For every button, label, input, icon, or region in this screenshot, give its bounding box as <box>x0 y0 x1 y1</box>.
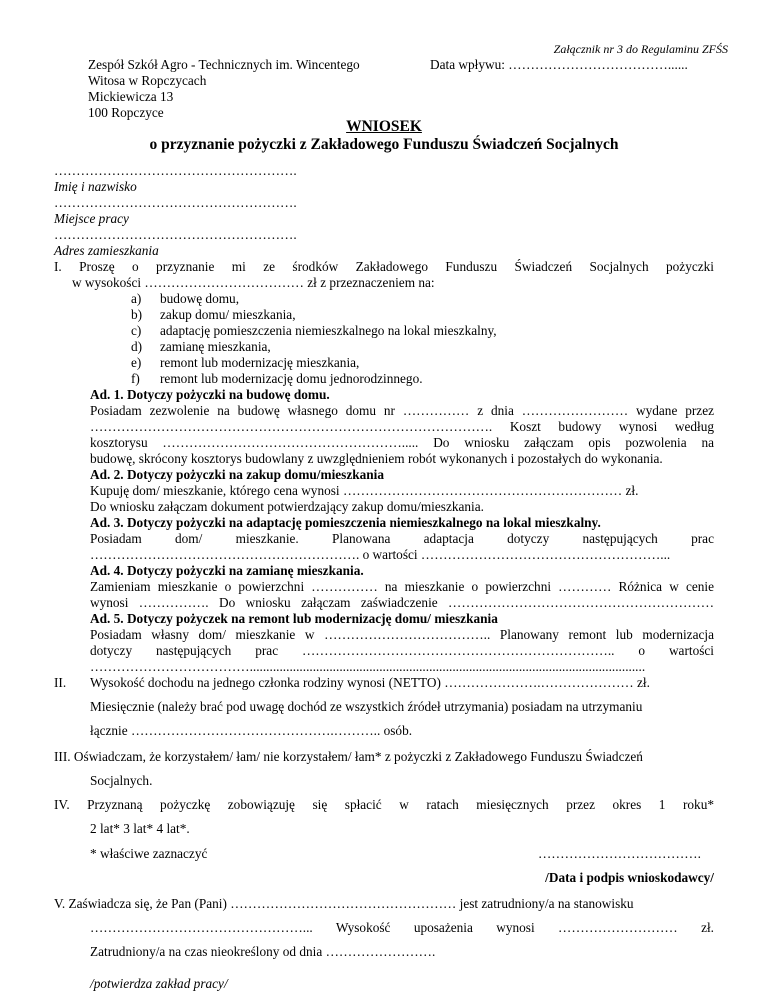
ad2-line1: Kupuję dom/ mieszkanie, którego cena wynosi ……………………………………………………… zł. <box>90 483 639 498</box>
address-label: Adres zamieszkania <box>54 243 159 258</box>
purpose-b-text: zakup domu/ mieszkania, <box>160 307 296 322</box>
name-dots: ………………………………………………. <box>54 163 297 178</box>
purpose-a-text: budowę domu, <box>160 291 240 306</box>
signature-label: /Data i podpis wnioskodawcy/ <box>545 870 714 885</box>
purpose-d-letter: d) <box>131 339 143 354</box>
address-dots: ………………………………………………. <box>54 227 297 242</box>
ad4-title: Ad. 4. Dotyczy pożyczki na zamianę mieszkania. <box>90 563 364 578</box>
ad2-title: Ad. 2. Dotyczy pożyczki na zakup domu/mieszkania <box>90 467 385 482</box>
section5-line1: V. Zaświadcza się, że Pan (Pani) …………………………………………… jest zatrudniony/a na stanowisku <box>54 896 634 911</box>
ad1-line2: ………………………………………………………………………………. Koszt budowy wynosi według <box>90 419 714 434</box>
purpose-e-letter: e) <box>131 355 142 370</box>
date-received: Data wpływu: ………………………………...... <box>430 57 688 72</box>
work-label: Miejsce pracy <box>54 211 129 226</box>
ad3-line2: ……………………………………………………. o wartości ………………………………………………... <box>90 547 671 562</box>
purpose-e-text: remont lub modernizację mieszkania, <box>160 355 360 370</box>
section1-intro-line2: w wysokości ……………………………… zł z przeznaczeniem na: <box>72 275 435 290</box>
section2-line3: łącznie ……………………………………….……….. osób. <box>90 723 413 738</box>
ad3-line1: Posiadam dom/ mieszkanie. Planowana adaptacja dotyczy następujących prac <box>90 531 714 546</box>
ad5-line2: dotyczy następujących prac …………………………………………………………….. o wartości <box>90 643 714 658</box>
annex-label: Załącznik nr 3 do Regulaminu ZFŚS <box>553 42 728 56</box>
section2-number: II. <box>54 675 67 690</box>
section3-line2: Socjalnych. <box>90 773 153 788</box>
ad5-line3: ………………………………....................................................................................................................... <box>90 659 646 674</box>
section5-line3: Zatrudniony/a na czas nieokreślony od dnia ……………………. <box>90 944 436 959</box>
purpose-b-letter: b) <box>131 307 143 322</box>
purpose-f-letter: f) <box>131 371 140 386</box>
ad3-title: Ad. 3. Dotyczy pożyczki na adaptację pomieszczenia niemieszkalnego na lokal mieszkalny. <box>90 515 601 530</box>
employer-confirmation: /potwierdza zakład pracy/ <box>90 976 228 991</box>
name-label: Imię i nazwisko <box>54 179 137 194</box>
section4-line1: IV. Przyznaną pożyczkę zobowiązuję się spłacić w ratach miesięcznych przez okres 1 roku* <box>54 797 714 812</box>
ad4-line2: wynosi ……………. Do wniosku załączam zaświadczenie …………………………………………………… <box>90 595 714 610</box>
section2-line1: Wysokość dochodu na jednego członka rodziny wynosi (NETTO) ………………….………………… zł. <box>90 675 650 690</box>
signature-dots: ………………………………. <box>538 846 701 861</box>
purpose-c-text: adaptację pomieszczenia niemieszkalnego na lokal mieszkalny, <box>160 323 497 338</box>
section4-note: * właściwe zaznaczyć <box>90 846 208 861</box>
work-dots: ………………………………………………. <box>54 195 297 210</box>
doc-title: WNIOSEK <box>346 118 422 135</box>
ad4-line1: Zamieniam mieszkanie o powierzchni …………… na mieszkanie o powierzchni ………… Różnica w cenie <box>90 579 714 594</box>
section1-intro-line1: I. Proszę o przyznanie mi ze środków Zakładowego Funduszu Świadczeń Socjalnych pożyczki <box>54 259 714 274</box>
ad1-line1: Posiadam zezwolenie na budowę własnego domu nr …………… z dnia …………………… wydane przez <box>90 403 714 418</box>
section3-line1: III. Oświadczam, że korzystałem/ łam/ nie korzystałem/ łam* z pożyczki z Zakładowego Funduszu Świadczeń <box>54 749 643 764</box>
purpose-a-letter: a) <box>131 291 142 306</box>
school-street: Mickiewicza 13 <box>88 89 174 104</box>
section2-line2: Miesięcznie (należy brać pod uwagę dochód ze wszystkich źródeł utrzymania) posiadam na utrzymaniu <box>90 699 643 714</box>
school-name-line1: Zespół Szkół Agro - Technicznych im. Wincentego <box>88 57 360 72</box>
ad1-line3: kosztorysu ………………………………………………..... Do wniosku załączam opis pozwolenia na <box>90 435 714 450</box>
doc-subtitle: o przyznanie pożyczki z Zakładowego Funduszu Świadczeń Socjalnych <box>149 136 619 153</box>
ad2-line2: Do wniosku załączam dokument potwierdzający zakup domu/mieszkania. <box>90 499 484 514</box>
ad5-title: Ad. 5. Dotyczy pożyczek na remont lub modernizację domu/ mieszkania <box>90 611 498 626</box>
school-city: 100 Ropczyce <box>88 105 164 120</box>
ad5-line1: Posiadam własny dom/ mieszkanie w ……………………………….. Planowany remont lub modernizacja <box>90 627 714 642</box>
purpose-d-text: zamianę mieszkania, <box>160 339 271 354</box>
ad1-title: Ad. 1. Dotyczy pożyczki na budowę domu. <box>90 387 330 402</box>
section4-line2: 2 lat* 3 lat* 4 lat*. <box>90 821 190 836</box>
purpose-c-letter: c) <box>131 323 142 338</box>
ad1-line4: budowę, skrócony kosztorys budowlany z uwzględnieniem robót wykonanych i pozostałych do wykonania. <box>90 451 663 466</box>
section5-line2: …………………………………………... Wysokość uposażenia wynosi ……………………… zł. <box>90 920 714 935</box>
school-name-line2: Witosa w Ropczycach <box>88 73 207 88</box>
purpose-f-text: remont lub modernizację domu jednorodzinnego. <box>160 371 423 386</box>
